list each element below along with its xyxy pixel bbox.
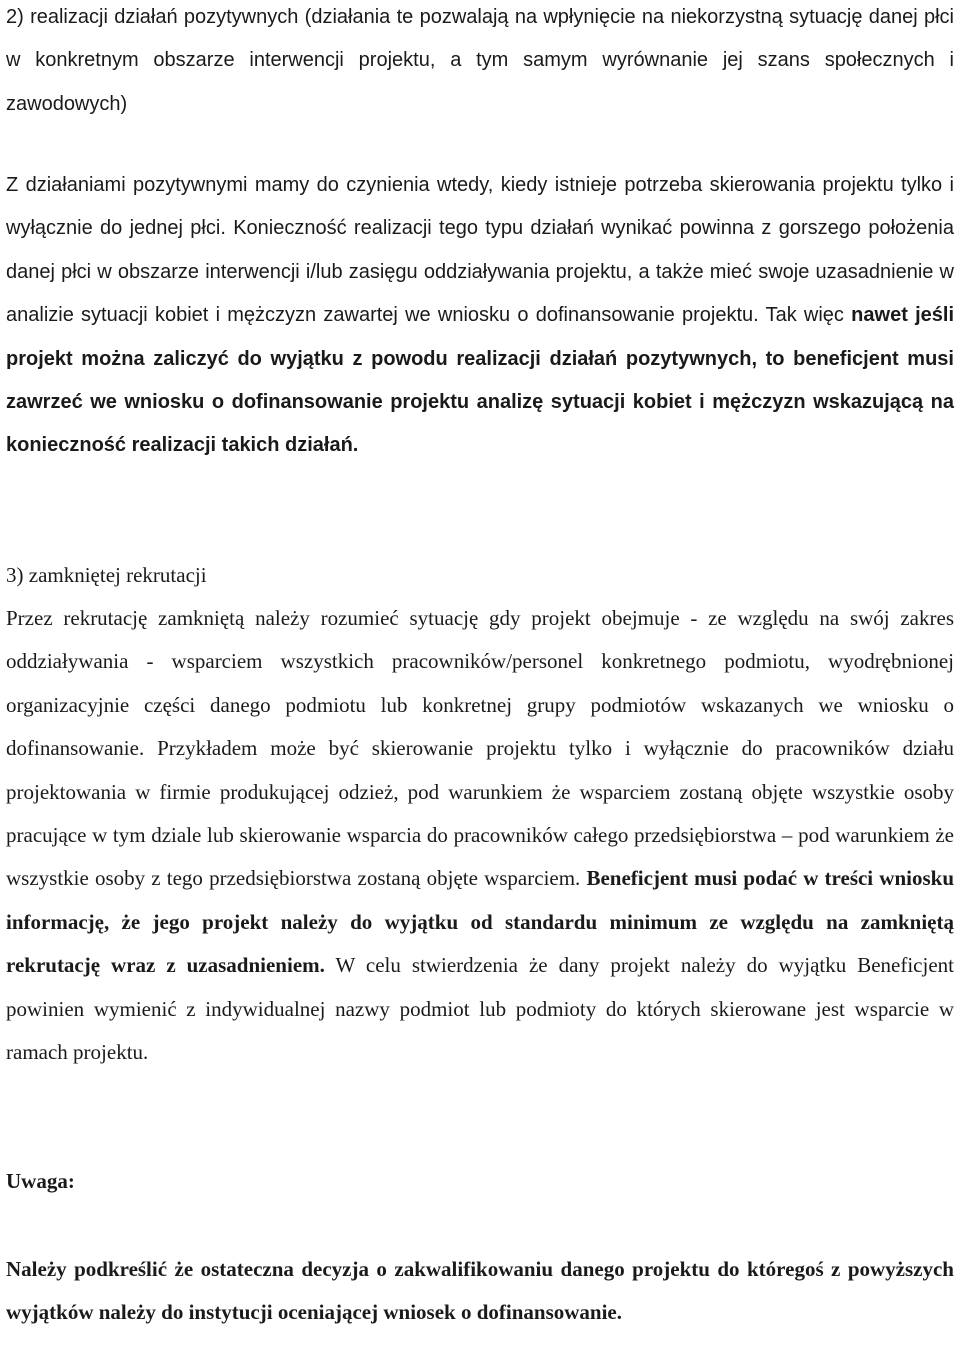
section-2-intro	[6, 0, 954, 126]
section-3-heading	[6, 554, 954, 597]
section-2-body-emphasis: nawet jeśli projekt można zaliczyć do wyjątku z powodu realizacji działań pozytywnych, to beneficjent musi zawrzeć we wniosku o dofinansowanie projektu analizę sytuacji kobiet i mężczyzn wskazującą na konieczność realizacji takich działań.	[6, 304, 955, 457]
section-3-body-tail: W celu stwierdzenia że dany projekt należy do wyjątku Beneficjent powinien wymienić z indywidualnej nazwy podmiot lub podmioty do których skierowane jest wsparcie w ramach projektu.	[6, 953, 954, 1065]
section-3-body-emphasis: Beneficjent musi podać w treści wniosku informację, że jego projekt należy do wyjątku od standardu minimum ze względu na zamkniętą rekrutację wraz z uzasadnieniem.	[6, 866, 955, 978]
note-title-text: Uwaga:	[6, 1169, 75, 1193]
section-3-heading-text: 3) zamkniętej rekrutacji	[6, 563, 207, 587]
section-3-body-text: Przez rekrutację zamkniętą należy rozumieć sytuację gdy projekt obejmuje - ze względu na swój zakres oddziaływania - wsparciem wszystkich pracowników/personel konkretnego podmiotu, wyodrębnionej organizacyjnie części danego podmiotu lub konkretnej grupy podmiotów wskazanych we wniosku o dofinansowanie. Przykładem może być skierowanie projektu tylko i wyłącznie do pracowników działu projektowania w firmie produkującej odzież, pod warunkiem że wsparciem zostaną objęte wszystkie osoby pracujące w tym dziale lub skierowanie wsparcia do pracowników całego przedsiębiorstwa – pod warunkiem że wszystkie osoby z tego przedsiębiorstwa zostaną objęte wsparciem.	[6, 606, 954, 891]
note-body-text: Należy podkreślić że ostateczna decyzja o zakwalifikowaniu danego projektu do któregoś z powyższych wyjątków należy do instytucji oceniającej wniosek o dofinansowanie.	[6, 1257, 954, 1325]
note-title	[6, 1160, 954, 1203]
section-2-body-text: Z działaniami pozytywnymi mamy do czynienia wtedy, kiedy istnieje potrzeba skierowania projektu tylko i wyłącznie do jednej płci. Konieczność realizacji tego typu działań wynikać powinna z gorszego położenia danej płci w obszarze interwencji i/lub zasięgu oddziaływania projektu, a także mieć swoje uzasadnienie w analizie sytuacji kobiet i mężczyzn zawartej we wniosku o dofinansowanie projektu. Tak więc	[6, 174, 954, 327]
section-2-body	[6, 164, 954, 468]
note-body	[6, 1248, 954, 1335]
section-2-intro-text: 2) realizacji działań pozytywnych (działania te pozwalają na wpłynięcie na niekorzystną sytuację danej płci w konkretnym obszarze interwencji projektu, a tym samym wyrównanie jej szans społecznych i zawodowych)	[6, 6, 954, 115]
section-3-body	[6, 597, 954, 1074]
